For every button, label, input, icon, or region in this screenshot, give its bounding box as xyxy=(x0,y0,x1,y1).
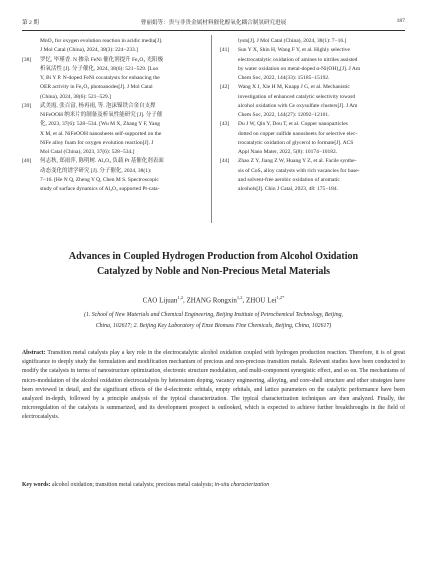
author-name: ZHOU Lei xyxy=(246,296,277,305)
keywords-italic: in-situ characterization xyxy=(214,482,270,488)
reference-entry xyxy=(22,37,208,56)
reference-number xyxy=(22,37,40,56)
header-rule xyxy=(22,30,405,31)
running-title: 曹丽娟等：贵与非贵金属材料催化醇氧化耦合制氢研究进展 xyxy=(140,20,287,26)
abstract-text: Transition metal catalysts play a key role in the electrocatalytic alcohol oxidation coupled with hydrogen production reaction. Therefore, it is of great significance to deeply study the formulation and modification mechanism of precious and non-precious transition metals. Relevant studies have been conducted to modify the catalysts in terms of nanostructure optimization, electronic structure modulation, and multi-component synergistic effect, and so on. The mechanisms of micro-modulation of the alcohol oxidation electrocatalysts by heteroatom doping, vacancy engineering, alloying, and core-shell structure and other strategies have been reviewed in detail, and the significant effects of the d-electronic orbitals, empty orbitals, and lattice parameters on the catalytic performance have been analyzed in-depth, followed by a principle analysis of the typical characterization. The typical characterization techniques are then analyzed. Finally, the microregulation of the catalysts is summarized, and its development prospect is outlooked, which is expected to achieve further breakthroughs in the field of electrocatalysis. xyxy=(22,350,405,421)
author-affiliation-mark: 1,2 xyxy=(236,295,243,300)
reference-number: [41] xyxy=(220,47,230,54)
reference-number xyxy=(220,37,238,46)
running-header xyxy=(22,18,405,30)
reference-number: [40] xyxy=(22,158,32,165)
author-affiliation-mark: 1,2 xyxy=(177,295,184,300)
page-number: 187 xyxy=(396,18,405,24)
reference-column-right xyxy=(220,37,406,194)
reference-entry xyxy=(220,120,406,157)
article-title: Advances in Coupled Hydrogen Production from Alcohol Oxidation Catalyzed by Noble and Non-Precious Metal Materials xyxy=(68,251,359,277)
reference-number: [43] xyxy=(220,121,230,128)
reference-number: [44] xyxy=(220,158,230,165)
reference-text: lysts[J]. J Mol Catal (China), 2024, 38(1): 7−16.] xyxy=(238,38,347,44)
reference-text: 武美霞, 张百富, 杨再雨, 等. 泡沫镍铁合金自支撑 NiFeOOH 纳米片的制备及析氧性能研究 [J]. 分子催 化, 2023, 37(6): 528−534. [Wu M X, Zhang Y F, Yang X M, et al. NiFeOOH nanosheets self-supported on the NiFe alloy foam for oxygen evolution reaction[J]. J Mol Catal (China), 2023, 37(6): 528−534.] xyxy=(40,102,163,155)
column-divider xyxy=(211,35,212,223)
reference-number: [38] xyxy=(22,56,32,63)
reference-column-left xyxy=(22,37,208,194)
author-name: ZHANG Rongxin xyxy=(186,296,237,305)
reference-text: Du J W, Qin Y, Dou T, et al. Copper nanoparticles dotted on copper sulfide nanosheets for selective elec- trocatalytic oxidation of glycerol to formate[J]. ACS Appl Nano Mater, 2022, 5(8): 10174−10182. xyxy=(238,121,358,155)
affiliations: (1. School of New Materials and Chemical Engineering, Beijing Institute of Petrochemical Technology, Beijing, China, 102617; 2. Beijing Key Laboratory of Enze Biomass Fine Chemicals, Beijing, China, 102617) xyxy=(84,312,343,329)
issue-number: 第 2 期 xyxy=(22,20,39,26)
abstract-label: Abstract: xyxy=(22,350,46,356)
reference-entry xyxy=(220,37,406,46)
reference-entry xyxy=(22,102,208,158)
reference-entry xyxy=(220,157,406,194)
reference-text: Sun Y X, Shin H, Wang F Y, et al. Highly selective electrocatalytic oxidation of amines to nitriles assisted by water oxidation on metal-doped α-Ni(OH)₂[J]. J Am Chem Soc, 2022, 144(33): 15185−15192. xyxy=(238,47,361,81)
reference-number: [39] xyxy=(22,102,32,109)
reference-text: MnO₂ for oxygen evolution reaction in acidic media[J]. J Mol Catal (China), 2024, 38(3): 224−233.] xyxy=(40,38,163,54)
reference-text: Zhao Z Y, Jiang Z W, Huang Y Z, et al. Facile synthe- sis of CoSₓ alloy catalysts with rich vacancies for base- and solvent-free aerobic oxidation of aromatic alcohols[J]. Chin J Catal, 2023, 48: 175−184. xyxy=(238,158,360,192)
reference-text: Wang X J, Xie H M, Knapp J G, et al. Mechanistic investigation of enhanced catalytic selectivity toward alcohol oxidation with Ce oxysulfate clusters[J]. J Am Chem Soc, 2022, 144(27): 12092−12101. xyxy=(238,84,358,118)
reference-text: 何志秋, 郑雨萍, 陈明树. Al₂O₃ 负载 Pt 基催化剂表面 动态变化的谱学研究 [J]. 分子催化, 2024, 38(1): 7−16. [He N Q, Zheng Y Q, Chen M S. Spectroscopic study of surface dynamics of Al₂O₃ supported Pt-cata- xyxy=(40,158,164,192)
keywords-text: alcohol oxidation; transition metal catalysts; precious metal catalysts; xyxy=(51,482,215,488)
author-affiliation-mark: 1,2* xyxy=(276,295,285,300)
reference-text: 罗忆, 毕瑾香. N 掺杂 FeNi 催化剂提升 Fe₂O₃ 光阳极 析氧活性 [J]. 分子催化, 2024, 38(6): 521−529. [Luo Y, Bi Y P. N-doped FeNi cocatalysts for enhancing the OER activity in Fe₂O₃ photoanodes[J]. J Mol Catal (China), 2024, 38(6): 521−529.] xyxy=(40,56,164,100)
reference-entry xyxy=(220,83,406,120)
reference-entry xyxy=(22,56,208,102)
keywords xyxy=(22,481,405,490)
reference-entry xyxy=(220,46,406,83)
reference-entry xyxy=(22,157,208,194)
reference-number: [42] xyxy=(220,84,230,91)
author-line: CAO Lijuan$^{1,2}$, ZHANG Rongxin$^{1,2}$, ZHOU Lei$^{1,2*}$ xyxy=(142,295,285,305)
abstract xyxy=(22,349,405,423)
author-name: CAO Lijuan xyxy=(142,296,178,305)
keywords-label: Key words: xyxy=(22,482,51,488)
